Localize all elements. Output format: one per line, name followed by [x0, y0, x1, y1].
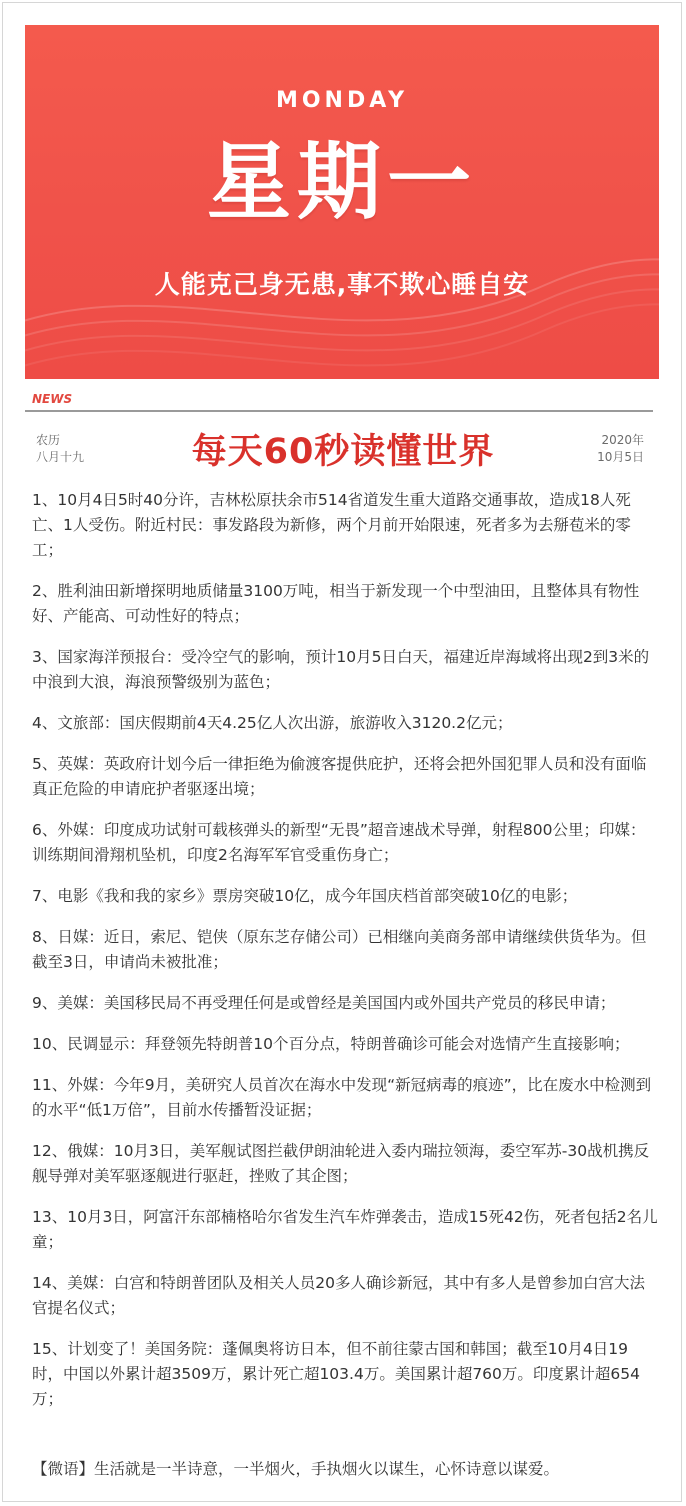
daily-motto: 人能克己身无患,事不欺心睡自安 [154, 270, 530, 299]
news-item: 3、国家海洋预报台：受冷空气的影响，预计10月5日白天，福建近岸海域将出现2到3米的中浪到大浪，海浪预警级别为蓝色； [32, 648, 650, 691]
news-item: 5、英媒：英政府计划今后一律拒绝为偷渡客提供庇护，还将会把外国犯罪人员和没有面临真正危险的申请庇护者驱逐出境； [32, 755, 647, 798]
date-day: 10月5日 [597, 450, 644, 464]
gregorian-date-block [597, 432, 644, 466]
news-item: 6、外媒：印度成功试射可载核弹头的新型“无畏”超音速战术导弹，射程800公里；印媒：训练期间滑翔机坠机，印度2名海军军官受重伤身亡； [32, 821, 646, 864]
news-item: 8、日媒：近日，索尼、铠侠（原东芝存储公司）已相继向美商务部申请继续供货华为。但截至3日，申请尚未被批准； [32, 928, 647, 971]
lunar-date: 八月十九 [36, 450, 85, 464]
day-english: MONDAY [275, 88, 409, 113]
news-item: 10、民调显示：拜登领先特朗普10个百分点，特朗普确诊可能会对选情产生直接影响； [32, 1035, 630, 1053]
page-title: 每天60秒读懂世界 [191, 432, 495, 472]
news-list [32, 488, 658, 1428]
news-item: 2、胜利油田新增探明地质储量3100万吨，相当于新发现一个中型油田，且整体具有物性好、产能高、可动性好的特点； [32, 582, 640, 625]
day-banner [25, 25, 659, 379]
day-chinese: 星期一 [206, 133, 477, 231]
news-tag: NEWS [32, 392, 73, 406]
news-item: 7、电影《我和我的家乡》票房突破10亿，成今年国庆档首部突破10亿的电影； [32, 887, 578, 905]
news-item: 1、10月4日5时40分许，吉林松原扶余市514省道发生重大道路交通事故，造成18人死亡、1人受伤。附近村民：事发路段为新修，两个月前开始限速，死者多为去掰苞米的零工； [32, 491, 631, 559]
news-item: 15、计划变了！美国务院：蓬佩奥将访日本，但不前往蒙古国和韩国；截至10月4日19时，中国以外累计超3509万，累计死亡超103.4万。美国累计超760万。印度累计超654万； [32, 1340, 640, 1408]
lunar-label: 农历 [36, 433, 61, 447]
news-item: 12、俄媒：10月3日，美军舰试图拦截伊朗油轮进入委内瑞拉领海，委空军苏-30战机携反舰导弹对美军驱逐舰进行驱赶，挫败了其企图； [32, 1142, 650, 1185]
news-item: 11、外媒：今年9月，美研究人员首次在海水中发现“新冠病毒的痕迹”，比在废水中检测到的水平“低1万倍”，目前水传播暂没证据； [32, 1076, 652, 1119]
news-item: 14、美媒：白宫和特朗普团队及相关人员20多人确诊新冠，其中有多人是曾参加白宫大法官提名仪式； [32, 1274, 645, 1317]
news-item: 9、美媒：美国移民局不再受理任何是或曾经是美国国内或外国共产党员的移民申请； [32, 994, 616, 1012]
news-item: 4、文旅部：国庆假期前4天4.25亿人次出游，旅游收入3120.2亿元； [32, 714, 513, 732]
news-item: 13、10月3日，阿富汗东部楠格哈尔省发生汽车炸弹袭击，造成15死42伤，死者包括2名儿童； [32, 1208, 658, 1251]
daily-quote: 【微语】生活就是一半诗意，一半烟火，手执烟火以谋生，心怀诗意以谋爱。 [32, 1460, 560, 1478]
header-divider [25, 410, 653, 412]
date-year: 2020年 [601, 433, 644, 447]
